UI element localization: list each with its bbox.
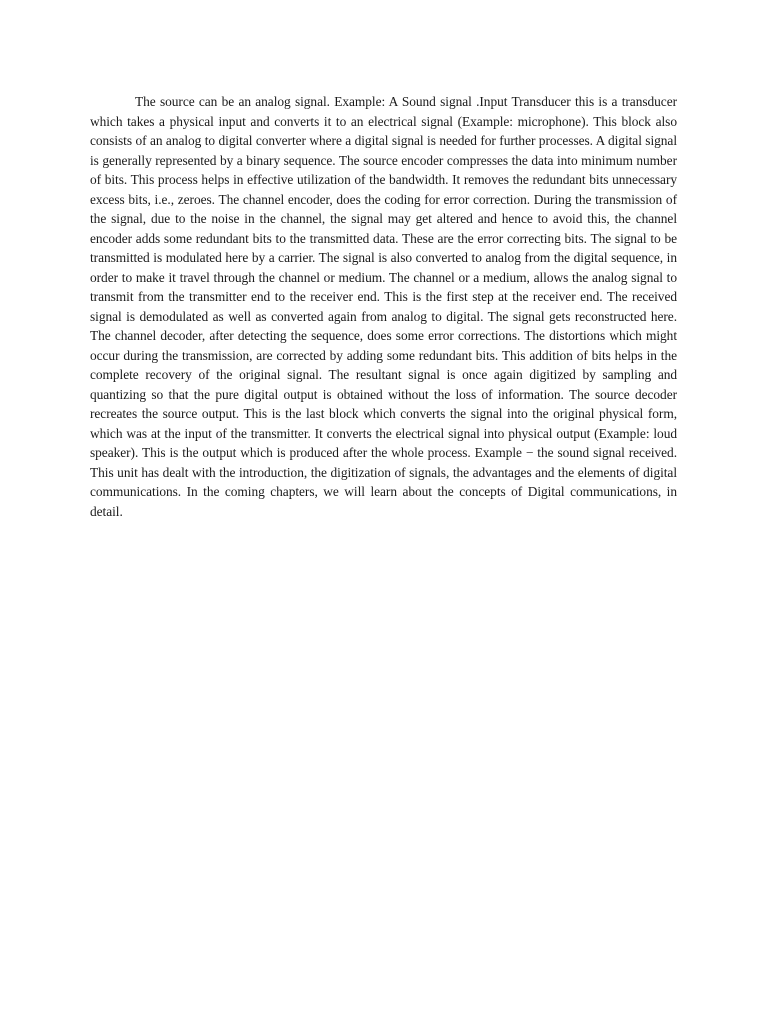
body-paragraph: The source can be an analog signal. Example: A Sound signal .Input Transducer this is a transducer which takes a physical input and converts it to an electrical signal (Example: microphone). This block also consists of an analog to digital converter where a digital signal is needed for further processes. A digital signal is generally represented by a binary sequence. The source encoder compresses the data into minimum number of bits. This process helps in effective utilization of the bandwidth. It removes the redundant bits unnecessary excess bits, i.e., zeroes. The channel encoder, does the coding for error correction. During the transmission of the signal, due to the noise in the channel, the signal may get altered and hence to avoid this, the channel encoder adds some redundant bits to the transmitted data. These are the error correcting bits. The signal to be transmitted is modulated here by a carrier. The signal is also converted to analog from the digital sequence, in order to make it travel through the channel or medium. The channel or a medium, allows the analog signal to transmit from the transmitter end to the receiver end. This is the first step at the receiver end. The received signal is demodulated as well as converted again from analog to digital. The signal gets reconstructed here. The channel decoder, after detecting the sequence, does some error corrections. The distortions which might occur during the transmission, are corrected by adding some redundant bits. This addition of bits helps in the complete recovery of the original signal. The resultant signal is once again digitized by sampling and quantizing so that the pure digital output is obtained without the loss of information. The source decoder recreates the source output. This is the last block which converts the signal into the original physical form, which was at the input of the transmitter. It converts the electrical signal into physical output (Example: loud speaker). This is the output which is produced after the whole process. Example − the sound signal received. This unit has dealt with the introduction, the digitization of signals, the advantages and the elements of digital communications. In the coming chapters, we will learn about the concepts of Digital communications, in detail.	[90, 94, 677, 519]
